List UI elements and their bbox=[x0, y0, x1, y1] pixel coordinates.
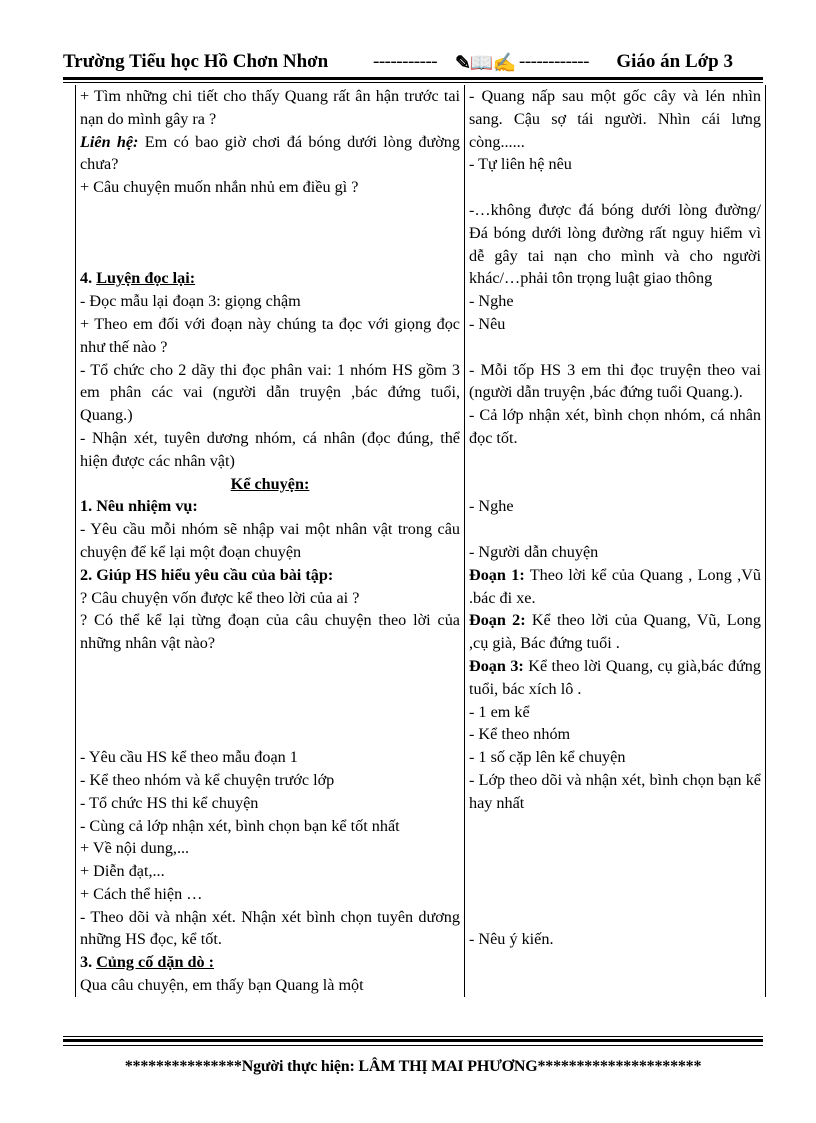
section-wrapup: 3. Củng cố dặn dò : bbox=[80, 953, 215, 972]
answer-role-reading: - Mỗi tốp HS 3 em thi đọc truyện theo vai (người dẫn truyện ,bác đứng tuổi Quang.). bbox=[469, 360, 761, 402]
footer-rule-thin-2 bbox=[63, 1045, 763, 1046]
criteria-performance: + Cách thể hiện … bbox=[80, 884, 203, 903]
section-understand: 2. Giúp HS hiểu yêu cầu của bài tập: bbox=[80, 565, 334, 584]
page-footer bbox=[63, 1058, 763, 1076]
contest-telling: - Tổ chức HS thi kể chuyện bbox=[80, 793, 259, 812]
answer-listen: - Nghe bbox=[469, 292, 514, 311]
class-evaluation: - Cùng cả lớp nhận xét, bình chọn bạn kể tốt nhất bbox=[80, 816, 400, 835]
student-column bbox=[465, 85, 766, 997]
part-2-text: Kể theo lời của Quang, Vũ, Long ,cụ già, Bác đứng tuổi . bbox=[469, 611, 761, 653]
book-ornament-icon: ✎📖✍ bbox=[455, 53, 516, 74]
group-telling: - Kể theo nhóm và kể chuyện trước lớp bbox=[80, 770, 335, 789]
school-name: Trường Tiểu học Hồ Chơn Nhơn bbox=[63, 51, 329, 72]
criteria-expression: + Diễn đạt,... bbox=[80, 862, 165, 881]
part-3-text: Kể theo lời Quang, cụ già,bác đứng tuổi, bác xích lô . bbox=[469, 656, 761, 698]
organize-role-reading: - Tổ chức cho 2 dãy thi đọc phân vai: 1 nhóm HS gồm 3 em phân các vai (người dẫn truyện ,bác đứng tuổi, Quang.) bbox=[80, 360, 460, 425]
criteria-content: + Về nội dung,... bbox=[80, 839, 190, 858]
part-2 bbox=[469, 609, 761, 655]
question-tone: + Theo em đối với đoạn này chúng ta đọc với giọng đọc như thế nào ? bbox=[80, 314, 460, 356]
final-evaluation: - Theo dõi và nhận xét. Nhận xét bình chọn tuyên dương những HS đọc, kể tốt. bbox=[80, 907, 460, 949]
header-rule-thin bbox=[63, 82, 763, 83]
answer-regret: - Quang nấp sau một gốc cây và lén nhìn sang. Cậu sợ tái người. Nhìn cái lưng còng...... bbox=[469, 87, 761, 151]
section-reread-title: Luyện đọc lại: bbox=[96, 269, 196, 288]
page-header bbox=[63, 51, 763, 77]
part-2-label: Đoạn 2: bbox=[469, 611, 526, 630]
part-3 bbox=[469, 655, 761, 701]
answer-class-evaluation: - Lớp theo dõi và nhận xét, bình chọn bạn kể hay nhất bbox=[469, 770, 761, 812]
footer-rule-thick bbox=[63, 1039, 763, 1042]
answer-message: -…không được đá bóng dưới lòng đường/ Đá bóng dưới lòng đường rất nguy hiểm vì dễ gây tai nạn cho mình và cho người khác/…phải tôn trọng luật giao thông bbox=[469, 200, 761, 288]
answer-tone: - Nêu bbox=[469, 314, 506, 333]
section-reread: 4. Luyện đọc lại: bbox=[80, 269, 196, 288]
question-characters: ? Có thể kể lại từng đoạn của câu chuyện theo lời của những nhân vật nào? bbox=[80, 611, 460, 653]
question-regret: + Tìm những chi tiết cho thấy Quang rất ân hận trước tai nạn do mình gây ra ? bbox=[80, 87, 460, 128]
header-dashes-left: ----------- bbox=[373, 51, 438, 72]
section-wrapup-title: Củng cố dặn dò : bbox=[96, 953, 215, 972]
answer-evaluate: - Cả lớp nhận xét, bình chọn nhóm, cá nhân đọc tốt. bbox=[469, 406, 761, 447]
answer-group-telling: - Kể theo nhóm bbox=[469, 725, 571, 744]
header-dashes-right: ------------ bbox=[519, 51, 589, 72]
teacher-column bbox=[76, 85, 465, 997]
task-request: - Yêu cầu mỗi nhóm sẽ nhập vai một nhân vật trong câu chuyện để kể lại một đoạn chuyện bbox=[80, 520, 460, 561]
lesson-table bbox=[75, 85, 766, 997]
answer-opinion: - Nêu ý kiến. bbox=[469, 930, 554, 949]
connection-question bbox=[80, 131, 460, 177]
storytelling-heading: Kể chuyện: bbox=[230, 474, 310, 493]
evaluate-groups: - Nhận xét, tuyên dương nhóm, cá nhân (đọc đúng, thể hiện được các nhân vật) bbox=[80, 428, 460, 470]
footer-stars-right: ********************* bbox=[537, 1058, 702, 1075]
part-1-text: Theo lời kể của Quang , Long ,Vũ .bác đi xe. bbox=[469, 565, 761, 607]
question-message: + Câu chuyện muốn nhắn nhủ em điều gì ? bbox=[80, 178, 359, 197]
answer-pairs-telling: - 1 số cặp lên kể chuyện bbox=[469, 748, 626, 767]
footer-stars-left: *************** bbox=[124, 1058, 242, 1075]
part-1 bbox=[469, 564, 761, 610]
section-task: 1. Nêu nhiệm vụ: bbox=[80, 497, 198, 516]
answer-connection: - Tự liên hệ nêu bbox=[469, 155, 572, 174]
lesson-plan-title: Giáo án Lớp 3 bbox=[616, 51, 733, 72]
connection-label: Liên hệ: bbox=[80, 132, 139, 151]
model-part-1: - Yêu cầu HS kể theo mẫu đoạn 1 bbox=[80, 748, 298, 767]
question-narrator: ? Câu chuyện vốn được kể theo lời của ai ? bbox=[80, 588, 360, 607]
model-reading: - Đọc mẫu lại đoạn 3: giọng chậm bbox=[80, 292, 301, 311]
wrapup-question: Qua câu chuyện, em thấy bạn Quang là một bbox=[80, 976, 364, 995]
footer-author: Người thực hiện: LÂM THỊ MAI PHƯƠNG bbox=[241, 1058, 538, 1075]
answer-listen-2: - Nghe bbox=[469, 497, 514, 516]
connection-text: Em có bao giờ chơi đá bóng dưới lòng đường chưa? bbox=[80, 132, 460, 174]
footer-rule-thin bbox=[63, 1036, 763, 1037]
answer-narrator: - Người dẫn chuyện bbox=[469, 542, 599, 561]
answer-one-tells: - 1 em kể bbox=[469, 702, 530, 721]
part-1-label: Đoạn 1: bbox=[469, 565, 525, 584]
header-rule-thick bbox=[63, 77, 763, 80]
part-3-label: Đoạn 3: bbox=[469, 656, 524, 675]
table-row bbox=[76, 85, 766, 997]
